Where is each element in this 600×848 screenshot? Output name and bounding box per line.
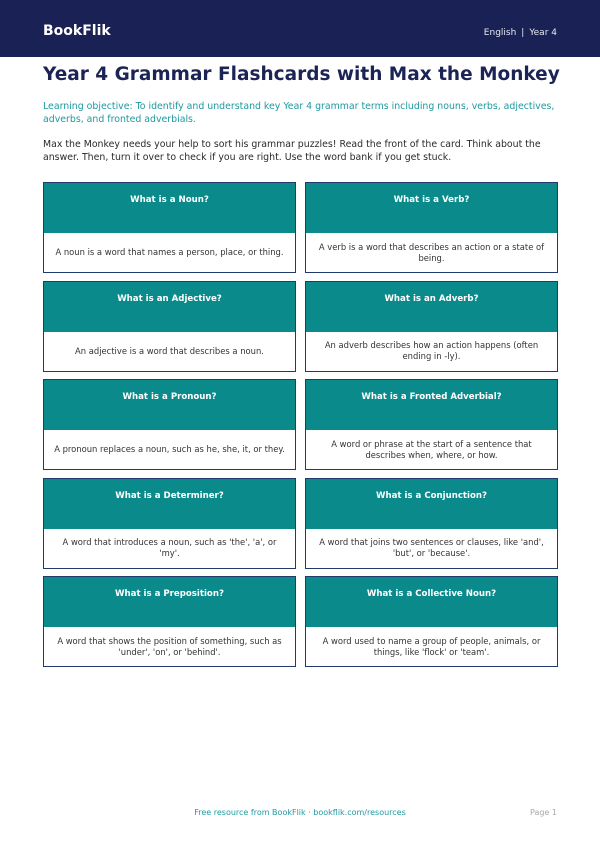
card-question: What is a Noun? bbox=[44, 183, 295, 233]
footer-credit[interactable]: Free resource from BookFlik · bookflik.com/resources bbox=[194, 808, 406, 817]
card-question: What is a Preposition? bbox=[44, 577, 295, 627]
card-question: What is a Pronoun? bbox=[44, 380, 295, 430]
card-answer: A pronoun replaces a noun, such as he, she, it, or they. bbox=[54, 444, 285, 454]
flashcard bbox=[305, 478, 558, 569]
flashcard bbox=[43, 379, 296, 470]
year-label: Year 4 bbox=[529, 28, 557, 38]
flashcard-row bbox=[43, 576, 558, 669]
flashcard bbox=[305, 281, 558, 372]
card-answer: A word that introduces a noun, such as 'the', 'a', or 'my'. bbox=[62, 537, 277, 558]
card-answer: A word used to name a group of people, animals, or things, like 'flock' or 'team'. bbox=[322, 635, 541, 657]
language-label: English bbox=[483, 28, 517, 38]
flashcard bbox=[43, 576, 296, 667]
header-separator: | bbox=[521, 28, 525, 38]
card-answer: A verb is a word that describes an action or a state of being. bbox=[318, 241, 545, 263]
header-meta bbox=[484, 28, 557, 38]
flashcard bbox=[305, 576, 558, 667]
header-bar bbox=[0, 0, 600, 57]
flashcard-row bbox=[43, 478, 558, 571]
flashcard bbox=[43, 281, 296, 372]
flashcard-row bbox=[43, 379, 558, 472]
flashcard-grid bbox=[43, 182, 558, 675]
card-answer: A word that joins two sentences or clauses, like 'and', 'but', or 'because'. bbox=[319, 537, 544, 558]
flashcard bbox=[43, 182, 296, 273]
card-question: What is a Conjunction? bbox=[306, 479, 557, 529]
page-title: Year 4 Grammar Flashcards with Max the Monkey bbox=[43, 64, 560, 85]
card-question: What is an Adjective? bbox=[44, 282, 295, 332]
card-question: What is a Determiner? bbox=[44, 479, 295, 529]
learning-objective: Learning objective: To identify and understand key Year 4 grammar terms including nouns, verbs, adjectives, adverbs, and fronted adverbials. bbox=[43, 101, 555, 125]
flashcard bbox=[43, 478, 296, 569]
flashcard bbox=[305, 182, 558, 273]
card-answer: A word or phrase at the start of a sentence that describes when, where, or how. bbox=[331, 438, 532, 460]
flashcard-row bbox=[43, 182, 558, 275]
card-question: What is a Fronted Adverbial? bbox=[306, 380, 557, 430]
flashcard-row bbox=[43, 281, 558, 374]
card-answer: A noun is a word that names a person, place, or thing. bbox=[55, 247, 284, 257]
card-answer: An adjective is a word that describes a noun. bbox=[75, 345, 264, 356]
card-question: What is a Collective Noun? bbox=[306, 577, 557, 627]
card-question: What is an Adverb? bbox=[306, 282, 557, 332]
intro-text: Max the Monkey needs your help to sort his grammar puzzles! Read the front of the card. Think about the answer. Then, turn it over to check if you are right. Use the word bank if you get stuck. bbox=[43, 139, 541, 163]
flashcard bbox=[305, 379, 558, 470]
card-answer: A word that shows the position of something, such as 'under', 'on', or 'behind'. bbox=[57, 635, 282, 657]
card-question: What is a Verb? bbox=[306, 183, 557, 233]
brand-logo[interactable]: BookFlik bbox=[43, 23, 111, 39]
page-number: Page 1 bbox=[530, 808, 557, 817]
card-answer: An adverb describes how an action happens (often ending in -ly). bbox=[324, 340, 539, 361]
